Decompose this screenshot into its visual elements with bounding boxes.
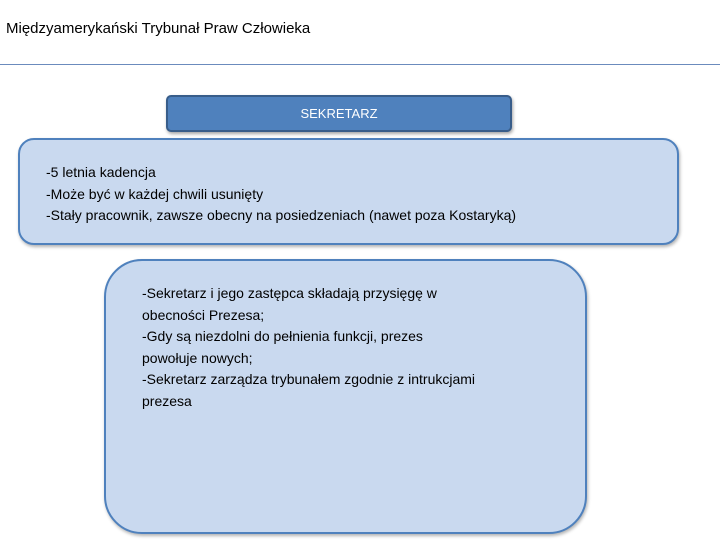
secretary-box bbox=[166, 95, 512, 132]
card-line: prezesa bbox=[142, 392, 192, 409]
title-divider bbox=[0, 64, 720, 65]
card-line: -Stały pracownik, zawsze obecny na posiedzeniach (nawet poza Kostaryką) bbox=[46, 207, 517, 223]
card-line: -Gdy są niezdolni do pełnienia funkcji, prezes bbox=[142, 328, 423, 344]
slide-title: Międzyamerykański Trybunał Praw Człowieka bbox=[6, 20, 311, 37]
duties-info-card bbox=[104, 259, 587, 534]
card-line: obecności Prezesa; bbox=[142, 306, 265, 323]
card-line: -Sekretarz zarządza trybunałem zgodnie z intrukcjami bbox=[142, 371, 476, 387]
card-line: powołuje nowych; bbox=[142, 349, 253, 366]
card-line: -5 letnia kadencja bbox=[46, 164, 156, 180]
term-info-card bbox=[18, 138, 679, 245]
card-line: -Może być w każdej chwili usunięty bbox=[46, 185, 264, 202]
secretary-label: SEKRETARZ bbox=[300, 106, 378, 121]
card-line: -Sekretarz i jego zastępca składają przysięgę w bbox=[142, 285, 437, 301]
